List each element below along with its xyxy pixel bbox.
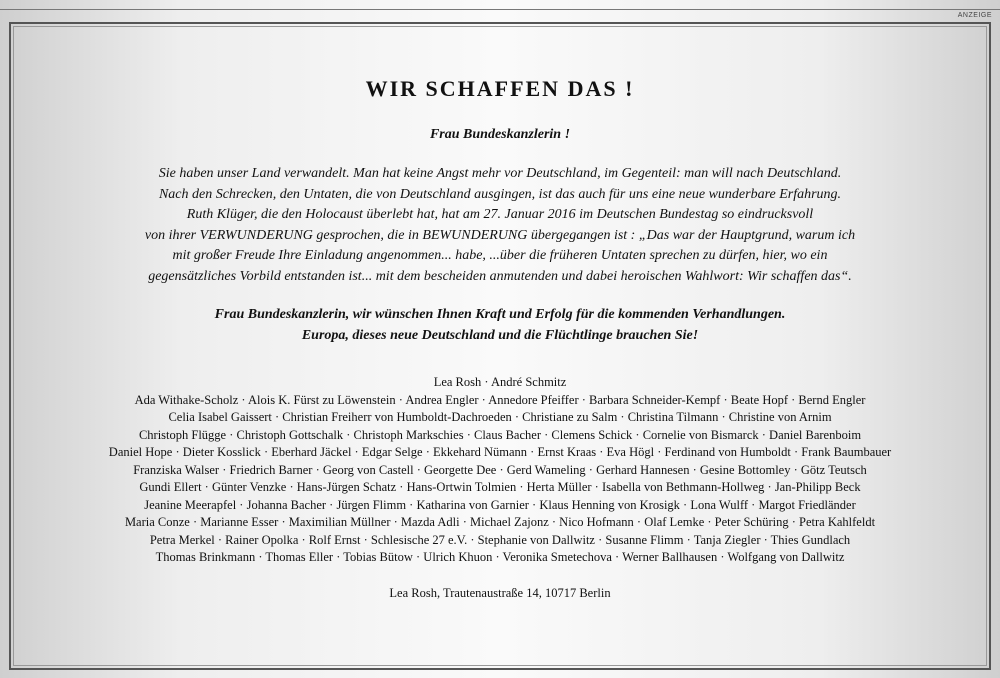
body-line: Sie haben unser Land verwandelt. Man hat keine Angst mehr vor Deutschland, im Gegenteil: man will nach Deutschland. <box>158 166 842 181</box>
closing-line: Frau Bundeskanzlerin, wir wünschen Ihnen Kraft und Erfolg für die kommenden Verhandlungen. <box>214 307 786 322</box>
signer-line: Maria Conze · Marianne Esser · Maximilian Müllner · Mazda Adli · Michael Zajonz · Nico Hofmann · Olaf Lemke · Peter Schüring · Petra Kahlfeldt <box>124 515 876 529</box>
salutation: Frau Bundeskanzlerin ! <box>429 127 571 142</box>
body-line: mit großer Freude Ihre Einladung angenommen... habe, ...über die früheren Untaten sprechen zu dürfen, hier, wo ein <box>172 248 828 263</box>
letter-body <box>31 164 969 287</box>
contact-address: Lea Rosh, Trautenaustraße 14, 10717 Berlin <box>389 586 611 600</box>
ad-content <box>11 24 989 668</box>
signer-line: Daniel Hope · Dieter Kosslick · Eberhard Jäckel · Edgar Selge · Ekkehard Nümann · Ernst Kraas · Eva Högl · Ferdinand von Humboldt · Frank Baumbauer <box>108 445 892 459</box>
ad-frame <box>9 22 991 670</box>
closing-line: Europa, dieses neue Deutschland und die Flüchtlinge brauchen Sie! <box>301 328 699 343</box>
body-line: Ruth Klüger, die den Holocaust überlebt hat, hat am 27. Januar 2016 im Deutschen Bundestag so eindrucksvoll <box>186 207 814 222</box>
signer-line: Ada Withake-Scholz · Alois K. Fürst zu Löwenstein · Andrea Engler · Annedore Pfeiffer · Barbara Schneider-Kempf · Beate Hopf · Bernd Engler <box>134 392 866 407</box>
signer-line: Petra Merkel · Rainer Opolka · Rolf Ernst · Schlesische 27 e.V. · Stephanie von Dallwitz · Susanne Flimm · Tanja Ziegler · Thies Gundlach <box>149 532 851 547</box>
signer-line: Thomas Brinkmann · Thomas Eller · Tobias Bütow · Ulrich Khuon · Veronika Smetechova · Werner Ballhausen · Wolfgang von Dallwitz <box>155 550 845 564</box>
signer-line: Jeanine Meerapfel · Johanna Bacher · Jürgen Flimm · Katharina von Garnier · Klaus Henning von Krosigk · Lona Wulff · Margot Friedländer <box>144 497 856 512</box>
signer-line: Franziska Walser · Friedrich Barner · Georg von Castell · Georgette Dee · Gerd Wameling · Gerhard Hannesen · Gesine Bottomley · Götz Teutsch <box>133 462 867 477</box>
body-line: von ihrer VERWUNDERUNG gesprochen, die in BEWUNDERUNG übergegangen ist : „Das war der Hauptgrund, warum ich <box>144 227 856 243</box>
signer-line: Lea Rosh · André Schmitz <box>433 375 567 389</box>
signer-line: Christoph Flügge · Christoph Gottschalk · Christoph Markschies · Claus Bacher · Clemens Schick · Cornelie von Bismarck · Daniel Barenboim <box>138 427 862 442</box>
signer-line: Celia Isabel Gaissert · Christian Freiherr von Humboldt-Dachroeden · Christiane zu Salm · Christina Tilmann · Christine von Arnim <box>168 410 832 424</box>
body-line: Nach den Schrecken, den Untaten, die von Deutschland ausgingen, ist das auch für uns eine neue wunderbare Erfahrung. <box>158 186 842 202</box>
signatories-list <box>31 374 969 567</box>
headline: WIR SCHAFFEN DAS ! <box>365 76 635 101</box>
signer-line: Gundi Ellert · Günter Venzke · Hans-Jürgen Schatz · Hans-Ortwin Tolmien · Herta Müller · Isabella von Bethmann-Hollweg · Jan-Philipp Beck <box>139 480 861 494</box>
top-rule <box>0 9 1000 10</box>
ad-label: ANZEIGE <box>957 12 992 19</box>
closing-statement <box>31 304 969 346</box>
body-line: gegensätzliches Vorbild entstanden ist... mit dem bescheiden anmutenden und dabei heroischen Wahlwort: Wir schaffen das“. <box>148 268 852 284</box>
